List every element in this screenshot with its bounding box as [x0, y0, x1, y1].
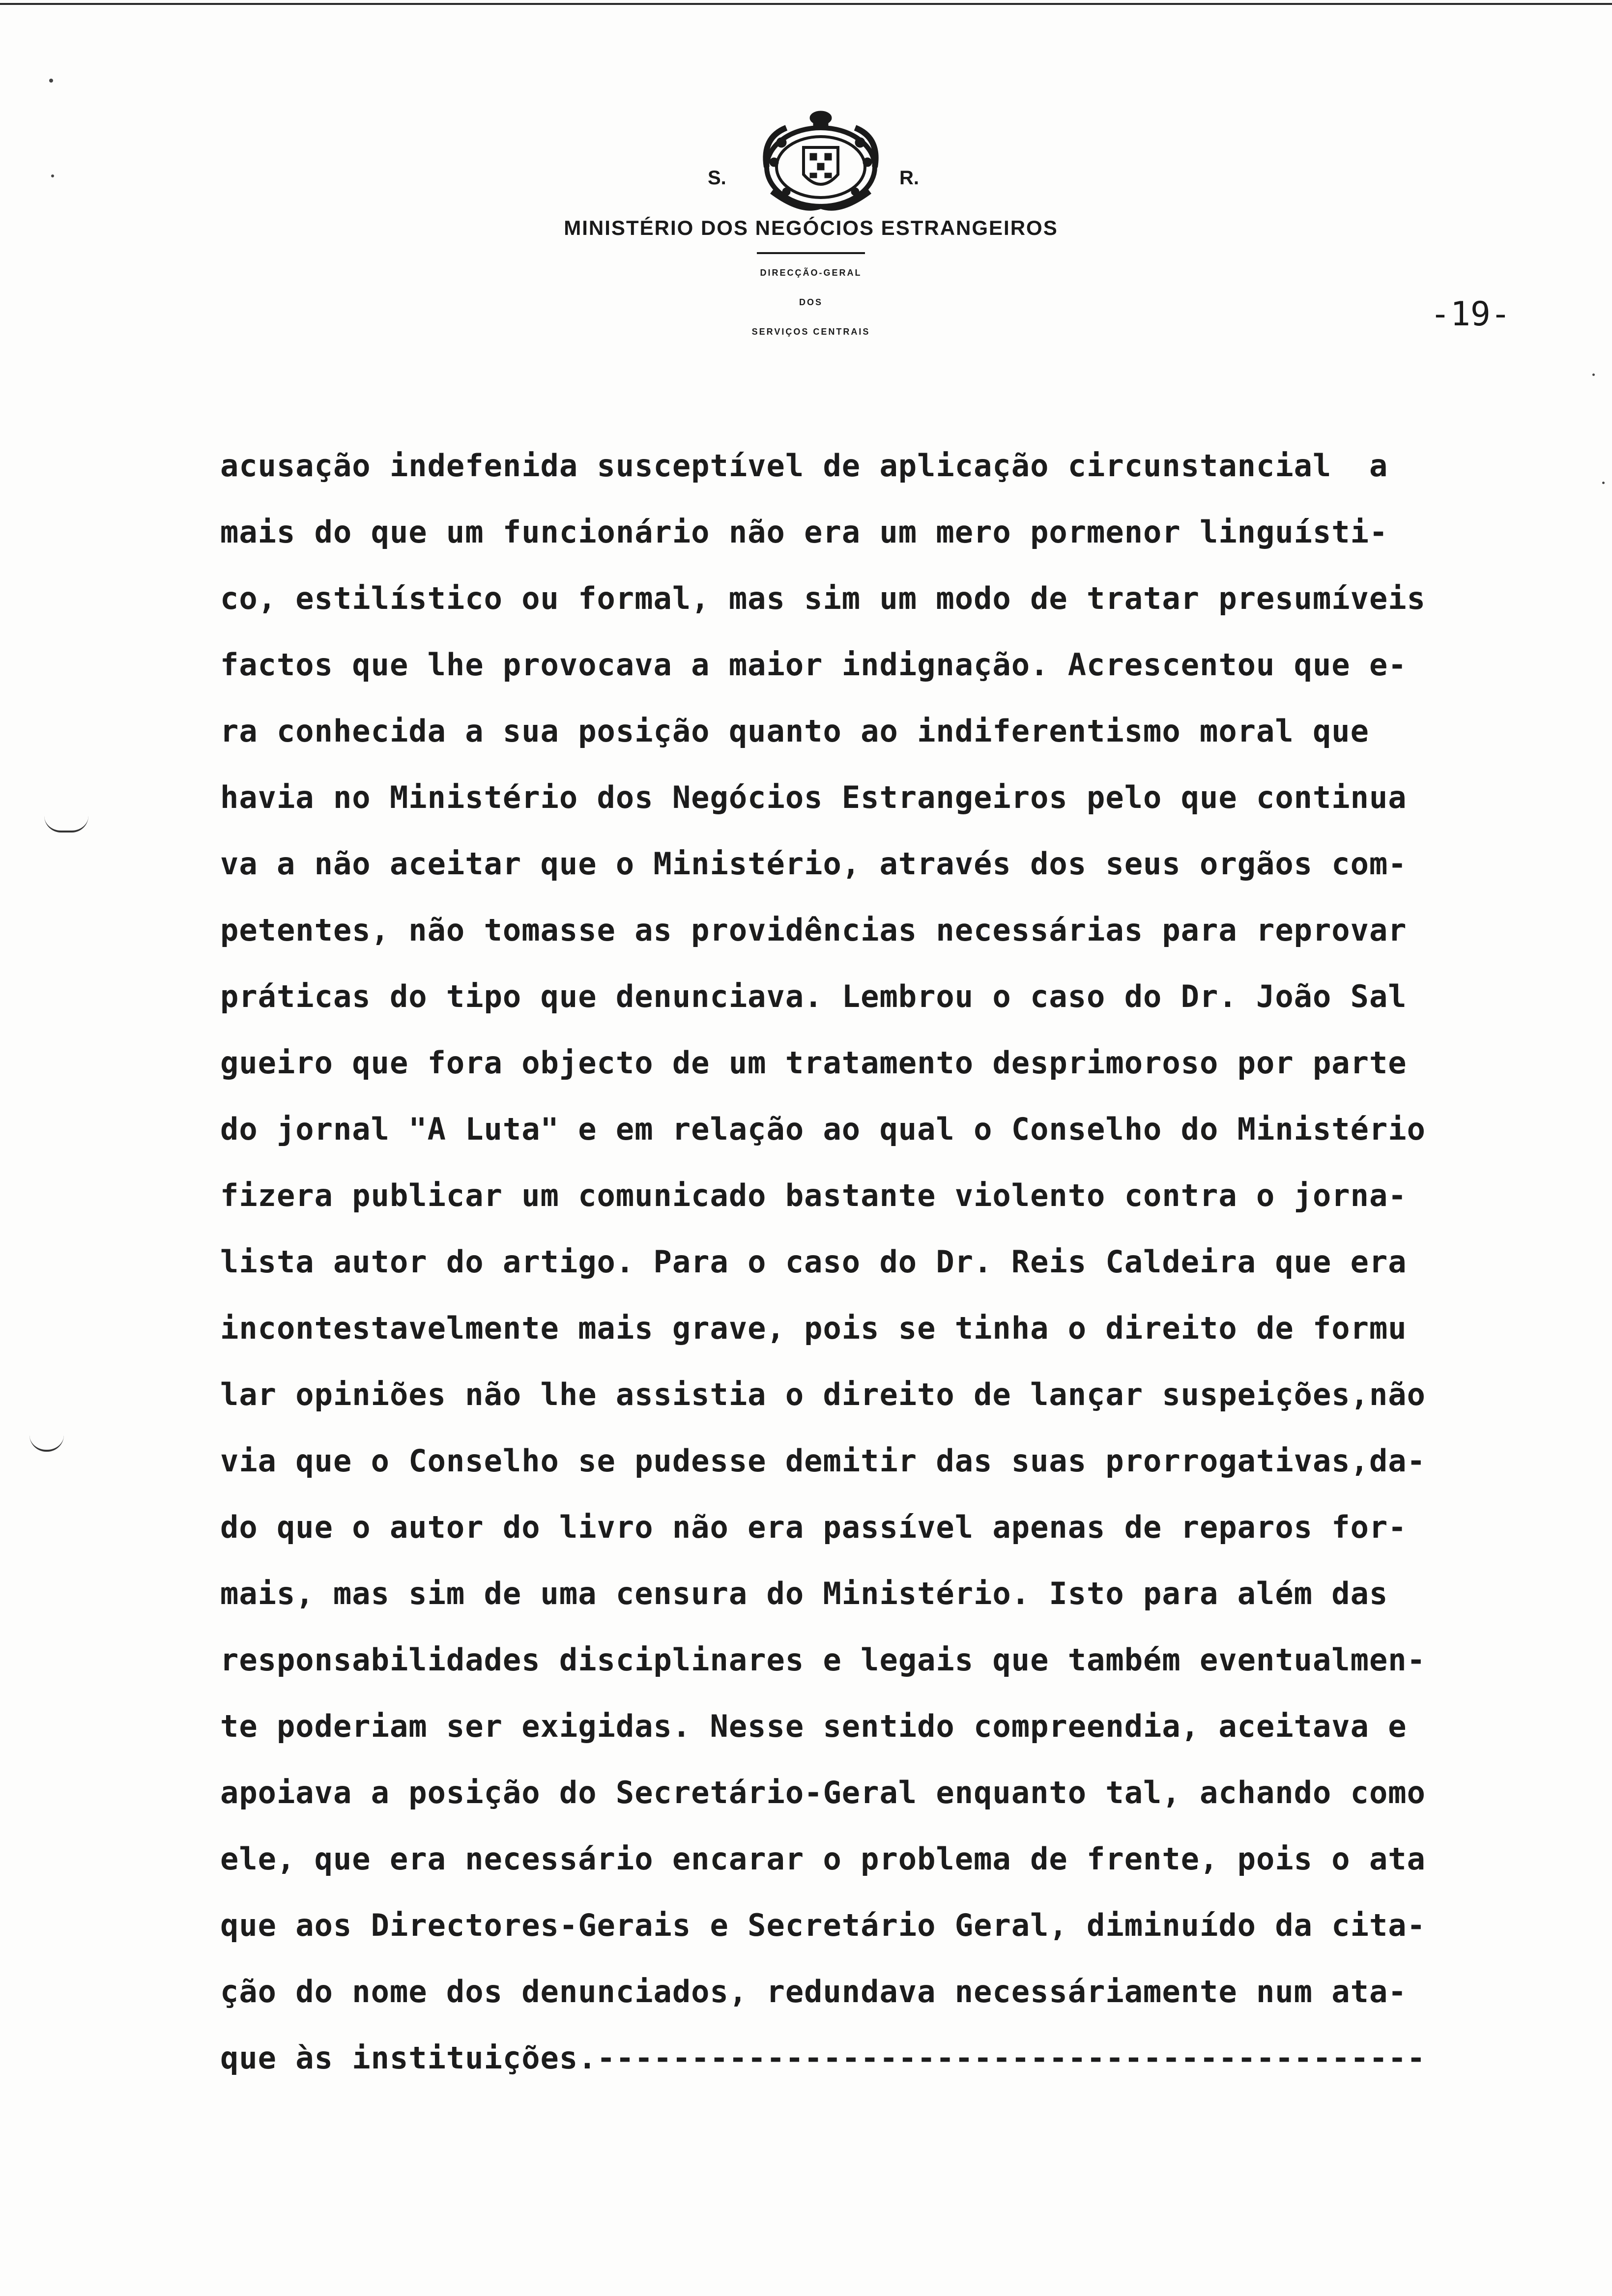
- text-line: do que o autor do livro não era passível apenas de reparos for-: [220, 1509, 1407, 1545]
- text-line: ra conhecida a sua posição quanto ao indiferentismo moral que: [220, 713, 1369, 749]
- text-line: que aos Directores-Gerais e Secretário Geral, diminuído da cita-: [220, 1907, 1426, 1943]
- seal-row: [491, 108, 1130, 226]
- text-line: ele, que era necessário encarar o problema de frente, pois o ata: [220, 1841, 1426, 1877]
- body-text: [220, 432, 1547, 2091]
- text-line: co, estilístico ou formal, mas sim um modo de tratar presumíveis: [220, 580, 1426, 616]
- text-line: apoiava a posição do Secretário-Geral enquanto tal, achando como: [220, 1775, 1426, 1810]
- seal-letter-r: R.: [899, 167, 919, 189]
- text-line: petentes, não tomasse as providências necessárias para reprovar: [220, 912, 1407, 948]
- margin-dot: [51, 174, 54, 177]
- text-line: ção do nome dos denunciados, redundava necessáriamente num ata-: [220, 1974, 1407, 2009]
- text-line: factos que lhe provocava a maior indignação. Acrescentou que e-: [220, 647, 1407, 683]
- department-line-1: DIRECÇÃO-GERAL: [760, 268, 862, 278]
- text-line: lista autor do artigo. Para o caso do Dr. Reis Caldeira que era: [220, 1244, 1407, 1280]
- header-rule: [757, 252, 865, 254]
- text-line: práticas do tipo que denunciava. Lembrou o caso do Dr. João Sal: [220, 978, 1407, 1014]
- letterhead: [491, 98, 1130, 354]
- text-line: mais, mas sim de uma censura do Ministério. Isto para além das: [220, 1576, 1388, 1611]
- text-line: lar opiniões não lhe assistia o direito de lançar suspeições,não: [220, 1377, 1426, 1412]
- department-line-2: DOS: [799, 297, 823, 307]
- text-line: via que o Conselho se pudesse demitir das suas prorrogativas,da-: [220, 1443, 1426, 1479]
- margin-dot: [49, 79, 53, 83]
- scan-top-edge: [0, 3, 1612, 5]
- text-line: havia no Ministério dos Negócios Estrangeiros pelo que continua: [220, 779, 1407, 815]
- coat-of-arms-seal: [752, 108, 890, 221]
- margin-dot: [1602, 482, 1605, 484]
- text-line: acusação indefenida susceptível de aplicação circunstancial a: [220, 448, 1388, 484]
- text-line: que às instituições.--------------------------------------------: [220, 2040, 1426, 2076]
- text-line: te poderiam ser exigidas. Nesse sentido compreendia, aceitava e: [220, 1708, 1407, 1744]
- seal-letter-s: S.: [708, 167, 726, 189]
- text-line: incontestavelmente mais grave, pois se tinha o direito de formu: [220, 1310, 1407, 1346]
- text-line: mais do que um funcionário não era um mero pormenor linguísti-: [220, 514, 1388, 550]
- text-line: fizera publicar um comunicado bastante violento contra o jorna-: [220, 1177, 1407, 1213]
- department-line-3: SERVIÇOS CENTRAIS: [751, 327, 870, 337]
- page-number: -19-: [1430, 295, 1511, 334]
- text-line: gueiro que fora objecto de um tratamento desprimoroso por parte: [220, 1045, 1407, 1081]
- margin-pencil-mark: [29, 1435, 64, 1452]
- text-line: do jornal "A Luta" e em relação ao qual o Conselho do Ministério: [220, 1111, 1426, 1147]
- text-line: responsabilidades disciplinares e legais que também eventualmen-: [220, 1642, 1426, 1678]
- margin-dot: [1592, 373, 1595, 376]
- margin-pencil-mark: [44, 816, 88, 832]
- ministry-name: MINISTÉRIO DOS NEGÓCIOS ESTRANGEIROS: [564, 216, 1058, 239]
- text-line: va a não aceitar que o Ministério, através dos seus orgãos com-: [220, 846, 1407, 882]
